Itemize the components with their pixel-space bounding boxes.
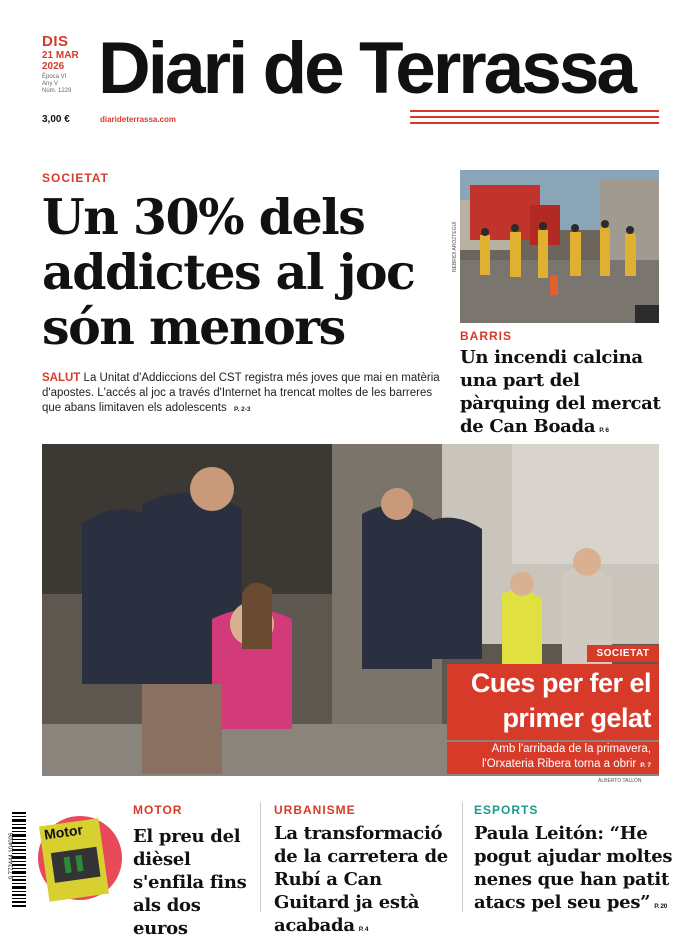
bottom-section-label-motor: MOTOR (133, 803, 183, 817)
motor-magazine-thumbnail[interactable] (38, 810, 128, 902)
bottom-headline-esports-text: Paula Leitón: “He pogut ajudar moltes nenes que han patit atacs pel seu pes” (474, 823, 673, 913)
esports-page-ref: P. 20 (654, 903, 668, 910)
edition-any: Any V (42, 81, 59, 87)
barcode (4, 812, 26, 907)
side-page-ref: P. 6 (599, 427, 609, 434)
website-link[interactable]: diarideterrassa.com (100, 115, 177, 124)
photo-headline[interactable]: Cues per fer el primer gelat (447, 664, 659, 740)
masthead-stripe (410, 116, 659, 118)
main-kicker: SALUT (42, 372, 81, 384)
side-headline-text: Un incendi calcina una part del pàrquing del mercat de Can Boada (460, 347, 661, 437)
fire-photo[interactable] (460, 170, 659, 323)
main-lede (42, 371, 442, 417)
cover-price: 3,00 € (42, 114, 70, 125)
barcode-number: 9 772444 104026 (9, 832, 15, 880)
column-divider (260, 802, 261, 912)
photo-section-label: SOCIETAT (587, 645, 659, 662)
masthead-stripe (410, 110, 659, 112)
fire-photo-credit: NEBRIDI AROZTEGUI (452, 221, 458, 272)
bottom-headline-urbanisme[interactable] (274, 822, 459, 941)
main-lede-text: La Unitat d'Addiccions del CST registra més joves que mai en matèria d'apostes. L'accés al joc a través d'Internet ha trencat moltes de les barreres que abans limitaven els adolescents (42, 372, 440, 414)
column-divider (462, 802, 463, 912)
edition-number: Núm. 1229 (42, 88, 72, 94)
magazine-title: Motor (43, 821, 84, 843)
main-headline[interactable]: Un 30% dels addictes al joc són menors (42, 188, 415, 356)
photo-page-ref: P. 7 (640, 762, 651, 769)
bottom-headline-urbanisme-text: La transformació de la carretera de Rubí a Can Guitard ja està acabada (274, 823, 448, 936)
photo-subhead (447, 742, 659, 774)
barcode-icon (4, 812, 26, 907)
bottom-section-label-urbanisme: URBANISME (274, 803, 356, 817)
main-section-label: SOCIETAT (42, 171, 109, 185)
masthead-stripe (410, 122, 659, 124)
edition-epoca: Època VI (42, 74, 67, 80)
magazine-cover-illustration (38, 810, 128, 902)
edition-day: DIS (42, 33, 69, 50)
bottom-headline-motor[interactable]: El preu del dièsel s'enfila fins als dos euros (133, 826, 247, 939)
side-section-label: BARRIS (460, 329, 513, 343)
edition-date: 21 MAR 2026 (42, 50, 79, 72)
newspaper-logo[interactable]: Diari de Terrassa (98, 28, 635, 109)
queue-photo-credit: ALBERTO TALLÓN (598, 778, 642, 784)
bottom-section-label-esports: ESPORTS (474, 803, 539, 817)
photo-subhead-text: Amb l'arribada de la primavera, l'Orxateria Ribera torna a obrir (481, 743, 651, 770)
side-headline[interactable] (460, 346, 670, 442)
fire-scene-illustration (460, 170, 659, 323)
main-page-ref: P. 2-3 (233, 406, 251, 413)
bottom-headline-esports[interactable] (474, 822, 674, 918)
urbanisme-page-ref: P. 4 (358, 926, 369, 933)
